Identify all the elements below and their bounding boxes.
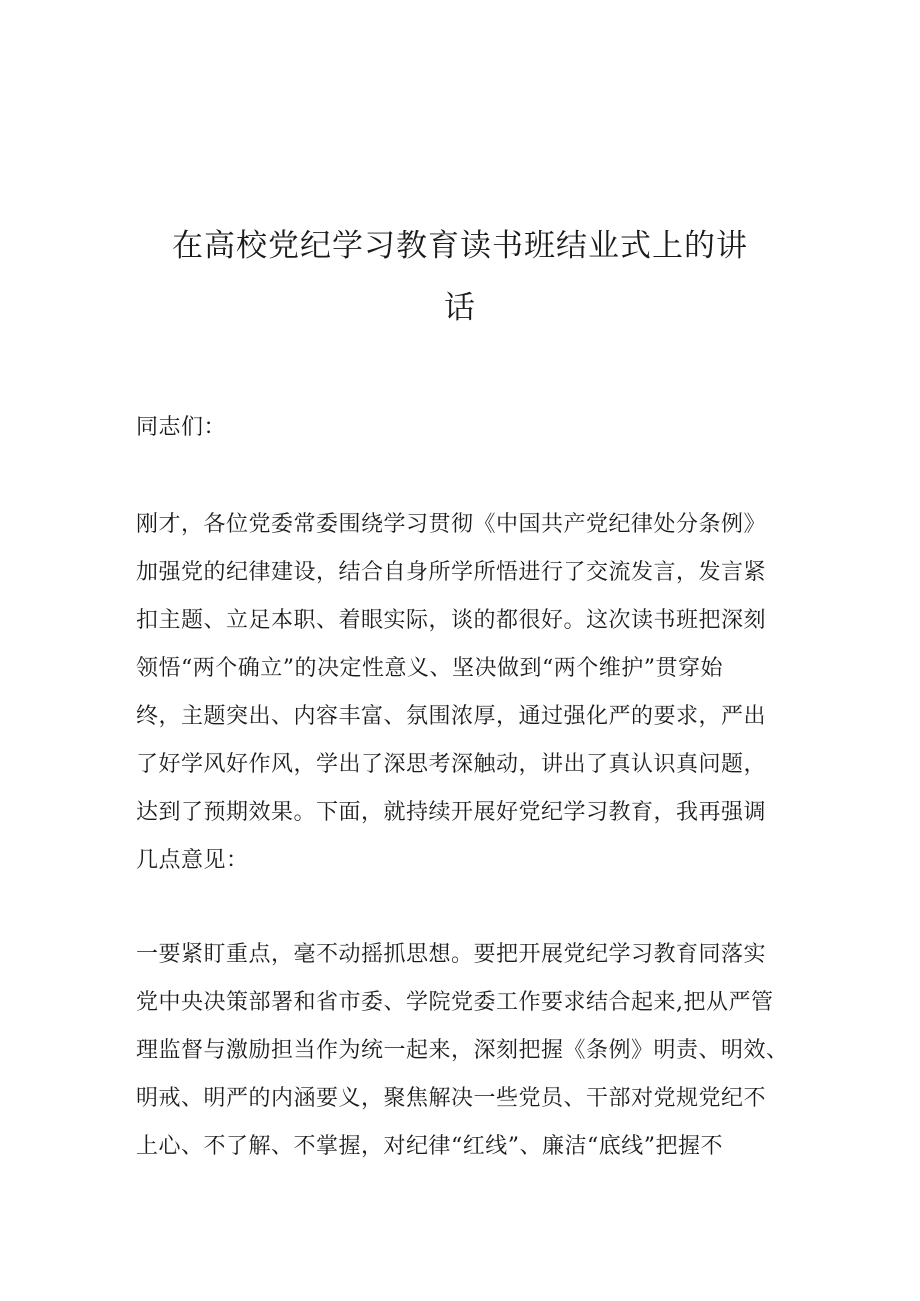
paragraph-1-line: 领悟“两个确立”的决定性意义、坚决做到“两个维护”贯穿始 — [136, 656, 723, 681]
paragraph-2-line: 党中央决策部署和省市委、学院党委工作要求结合起来,把从严管 — [136, 990, 774, 1015]
paragraph-2-line: 一要紧盯重点，毫不动摇抓思想。要把开展党纪学习教育同落实 — [136, 942, 767, 967]
paragraph-1-line: 终，主题突出、内容丰富、氛围浓厚，通过强化严的要求，严出 — [136, 704, 767, 729]
paragraph-1-line: 几点意见： — [136, 848, 249, 873]
paragraph-1-line: 刚才，各位党委常委围绕学习贯彻《中国共产党纪律处分条例》 — [136, 512, 767, 537]
paragraph-2-line: 明戒、明严的内涵要义，聚焦解决一些党员、干部对党规党纪不 — [136, 1086, 767, 1111]
paragraph-2-line: 上心、不了解、不掌握，对纪律“红线”、廉洁“底线”把握不 — [136, 1134, 723, 1159]
paragraph-1-line: 加强党的纪律建设，结合自身所学所悟进行了交流发言，发言紧 — [136, 560, 767, 585]
paragraph-2-line: 理监督与激励担当作为统一起来，深刻把握《条例》明责、明效、 — [136, 1038, 789, 1063]
paragraph-1-line: 了好学风好作风，学出了深思考深触动，讲出了真认识真问题， — [136, 752, 767, 777]
paragraph-1-line: 达到了预期效果。下面，就持续开展好党纪学习教育，我再强调 — [136, 800, 767, 825]
salutation: 同志们： — [136, 415, 227, 440]
document-title-line-2: 话 — [444, 290, 476, 326]
document-title-line-1: 在高校党纪学习教育读书班结业式上的讲 — [172, 228, 748, 264]
paragraph-1-line: 扣主题、立足本职、着眼实际，谈的都很好。这次读书班把深刻 — [136, 608, 767, 633]
